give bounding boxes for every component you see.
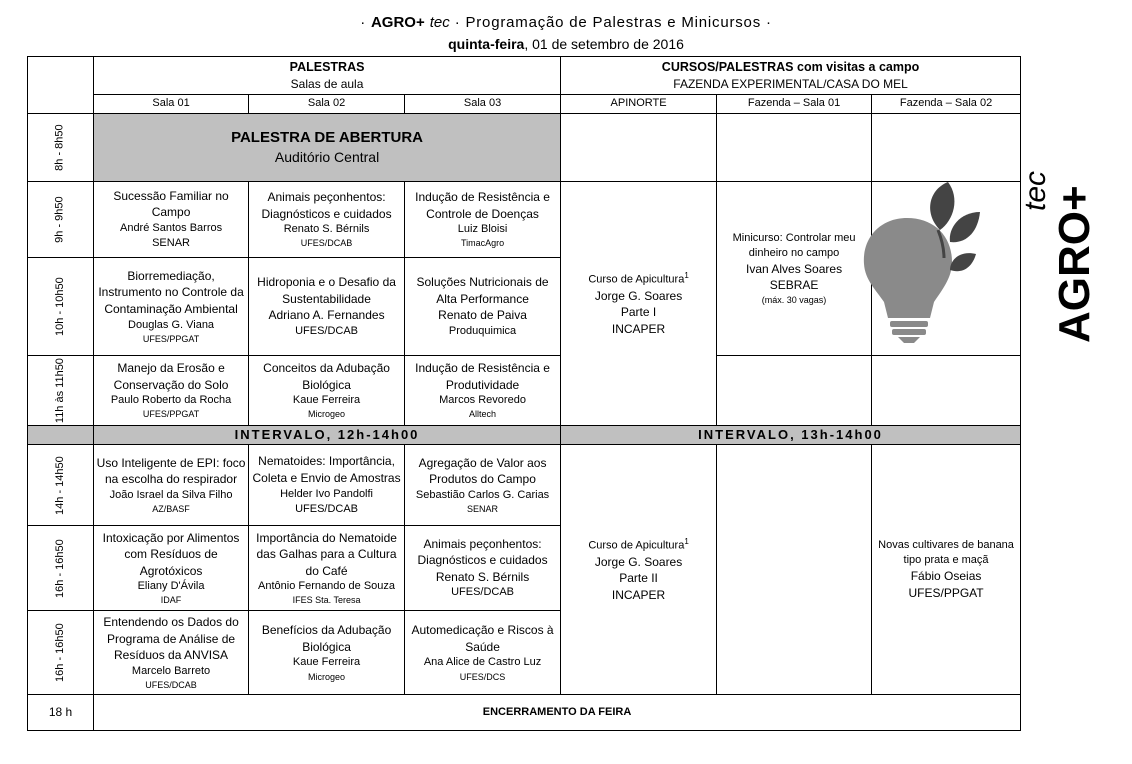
- leaf-low: [950, 253, 976, 271]
- date-weekday: quinta-feira: [448, 36, 525, 52]
- talk-cell: Conceitos da Adubação Biológica Kaue Ferreira Microgeo: [249, 356, 405, 426]
- title-dot: ·: [765, 14, 772, 31]
- course-title: Curso de Apicultura: [588, 273, 685, 286]
- talk-cell: Animais peçonhentos: Diagnósticos e cuidados Renato S. Bérnils UFES/DCAB: [405, 526, 561, 611]
- room-header: APINORTE: [561, 95, 717, 114]
- cursos-title: CURSOS/PALESTRAS com visitas a campo: [661, 59, 920, 74]
- talk-cell: Intoxicação por Alimentos com Resíduos de Agrotóxicos Eliany D'Ávila IDAF: [94, 526, 249, 611]
- talk-cell: Uso Inteligente de EPI: foco na escolha do respirador João Israel da Silva Filho AZ/BASF: [94, 445, 249, 526]
- palestras-subtitle: Salas de aula: [290, 76, 364, 91]
- lightbulb-leaves-icon: [852, 178, 982, 343]
- page-subtitle: [0, 36, 1132, 52]
- time-slot: 16h - 16h50: [28, 526, 94, 611]
- talk-cell: Nematoides: Importância, Coleta e Envio de Amostras Helder Ivo Pandolfi UFES/DCAB: [249, 445, 405, 526]
- talk-cell: Biorremediação, Instrumento no Controle da Contaminação Ambiental Douglas G. Viana UFES/PPGAT: [94, 258, 249, 356]
- interval-left: INTERVALO, 12h-14h00: [94, 426, 561, 445]
- banana-talk: Novas cultivares de banana tipo prata e maçã Fábio Oseias UFES/PPGAT: [872, 445, 1021, 695]
- talk-cell: Importância do Nematoide das Galhas para a Cultura do Café Antônio Fernando de Souza IFES Sta. Teresa: [249, 526, 405, 611]
- opening-talk: [94, 114, 561, 182]
- room-header: Sala 02: [249, 95, 405, 114]
- time-slot: 8h - 8h50: [28, 114, 94, 182]
- palestras-title: PALESTRAS: [289, 59, 365, 74]
- bulb-base-ring: [892, 329, 926, 335]
- palestras-header: [94, 57, 561, 95]
- room-header: Fazenda – Sala 02: [872, 95, 1021, 114]
- empty-cell: [561, 114, 717, 182]
- talk-cell: Entendendo os Dados do Programa de Análise de Resíduos da ANVISA Marcelo Barreto UFES/DCAB: [94, 611, 249, 695]
- title-brand-tec: tec: [429, 14, 450, 31]
- leaf-top: [930, 182, 954, 230]
- schedule-table: [27, 56, 1021, 731]
- agro-tec-logo: [1005, 155, 1120, 350]
- title-dot: ·: [360, 14, 366, 31]
- opening-title: PALESTRA DE ABERTURA: [231, 128, 424, 146]
- time-slot: 18 h: [28, 695, 94, 731]
- course-title: Curso de Apicultura: [588, 539, 685, 552]
- room-header: Fazenda – Sala 01: [717, 95, 872, 114]
- minicurso-cell: Minicurso: Controlar meu dinheiro no campo Ivan Alves Soares SEBRAE (máx. 30 vagas): [717, 182, 872, 356]
- bulb-tip: [898, 337, 920, 343]
- time-slot: 14h - 14h50: [28, 445, 94, 526]
- talk-cell: Agregação de Valor aos Produtos do Campo Sebastião Carlos G. Carias SENAR: [405, 445, 561, 526]
- apicultura-course-2: Curso de Apicultura$^1$ Jorge G. Soares Parte II INCAPER: [561, 445, 717, 695]
- empty-cell: [717, 114, 872, 182]
- time-slot: 9h - 9h50: [28, 182, 94, 258]
- talk-cell: Automedicação e Riscos à Saúde Ana Alice de Castro Luz UFES/DCS: [405, 611, 561, 695]
- empty-cell: [872, 356, 1021, 426]
- title-brand: AGRO+: [370, 14, 425, 31]
- bulb-base-ring: [890, 321, 928, 327]
- page-title: [0, 14, 1132, 31]
- corner-cell: [28, 57, 94, 114]
- closing-event: ENCERRAMENTO DA FEIRA: [94, 695, 1021, 731]
- cursos-subtitle: FAZENDA EXPERIMENTAL/CASA DO MEL: [673, 76, 908, 91]
- opening-place: Auditório Central: [274, 149, 380, 166]
- interval-time-cell: [28, 426, 94, 445]
- cursos-header: [561, 57, 1021, 95]
- banana-title: Novas cultivares de banana tipo prata e maçã: [878, 538, 1014, 567]
- logo-sub-text: tec: [1019, 170, 1052, 211]
- date-text: , 01 de setembro de 2016: [524, 36, 684, 52]
- empty-cell: [717, 445, 872, 695]
- talk-cell: Sucessão Familiar no Campo André Santos Barros SENAR: [94, 182, 249, 258]
- talk-cell: Hidroponia e o Desafio da Sustentabilidade Adriano A. Fernandes UFES/DCAB: [249, 258, 405, 356]
- minicurso-title: Minicurso: Controlar meu dinheiro no campo: [732, 231, 856, 259]
- time-slot: 11h às 11h50: [28, 356, 94, 426]
- leaf-mid: [950, 212, 980, 242]
- talk-cell: Indução de Resistência e Produtividade Marcos Revoredo Alltech: [405, 356, 561, 426]
- talk-cell: Manejo da Erosão e Conservação do Solo Paulo Roberto da Rocha UFES/PPGAT: [94, 356, 249, 426]
- time-slot: 10h - 10h50: [28, 258, 94, 356]
- talk-cell: Animais peçonhentos: Diagnósticos e cuidados Renato S. Bérnils UFES/DCAB: [249, 182, 405, 258]
- empty-cell: [872, 114, 1021, 182]
- interval-right: INTERVALO, 13h-14h00: [561, 426, 1021, 445]
- room-header: Sala 01: [94, 95, 249, 114]
- room-header: Sala 03: [405, 95, 561, 114]
- apicultura-course-1: Curso de Apicultura$^1$ Jorge G. Soares Parte I INCAPER: [561, 182, 717, 426]
- title-dot: ·: [454, 14, 461, 31]
- talk-cell: Benefícios da Adubação Biológica Kaue Ferreira Microgeo: [249, 611, 405, 695]
- talk-cell: Indução de Resistência e Controle de Doenças Luiz Bloisi TimacAgro: [405, 182, 561, 258]
- time-slot: 16h - 16h50: [28, 611, 94, 695]
- empty-cell: [717, 356, 872, 426]
- talk-cell: Soluções Nutricionais de Alta Performance Renato de Paiva Produquimica: [405, 258, 561, 356]
- logo-main-text: AGRO+: [1050, 185, 1099, 343]
- title-text: Programação de Palestras e Minicursos: [465, 14, 762, 31]
